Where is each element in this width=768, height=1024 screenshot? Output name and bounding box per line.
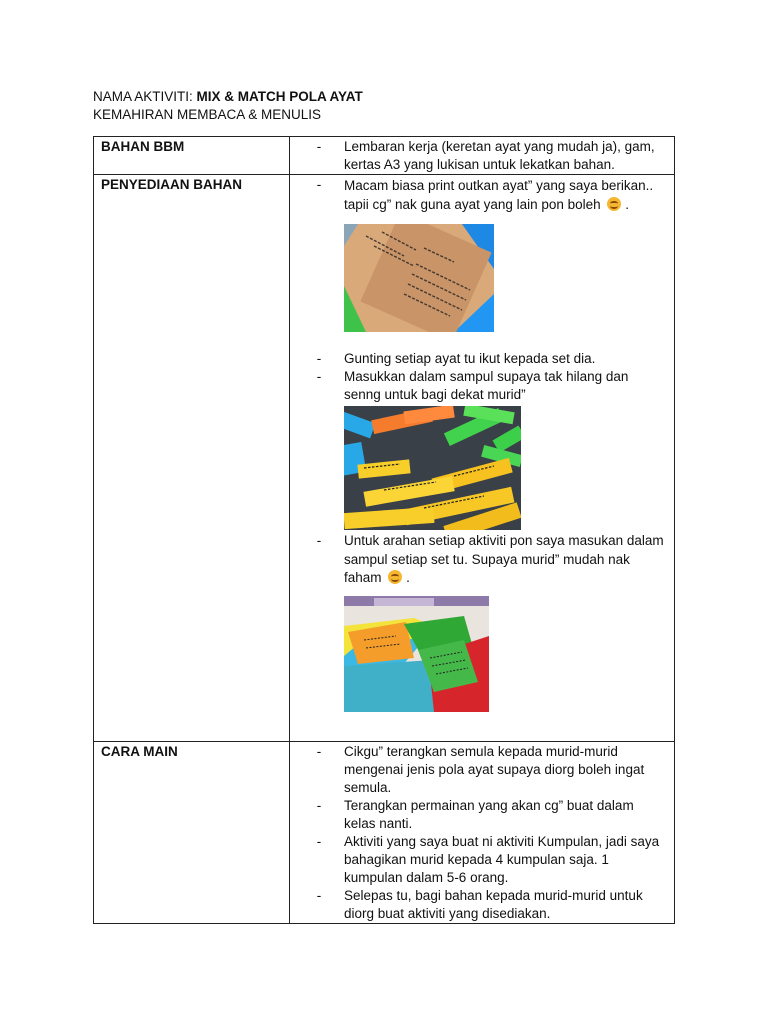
activity-table (93, 136, 675, 924)
photo-envelopes (344, 596, 489, 712)
list-item: - Selepas tu, bagi bahan kepada murid-murid untuk diorg buat aktiviti yang disediakan. (316, 888, 643, 921)
activity-name-prefix: NAMA AKTIVITI: (93, 89, 197, 104)
row-label: CARA MAIN (94, 742, 290, 924)
row-label: PENYEDIAAN BAHAN (94, 175, 290, 742)
smile-icon (388, 570, 402, 584)
row-content (290, 137, 675, 175)
list-item: - Cikgu” terangkan semula kepada murid-murid mengenai jenis pola ayat supaya diorg boleh ingat semula. (316, 744, 645, 795)
activity-name-line (93, 88, 363, 106)
photo-printed-sentences-image (344, 224, 494, 332)
list-item: - Macam biasa print outkan ayat” yang saya berikan.. tapii cg” nak guna ayat yang lain pon boleh . (316, 177, 654, 212)
row-label: BAHAN BBM (94, 137, 290, 175)
row-content (290, 175, 675, 742)
list-item: - Terangkan permainan yang akan cg” buat dalam kelas nanti. (316, 798, 634, 831)
list-item: - Untuk arahan setiap aktiviti pon saya masukan dalam sampul setiap set tu. Supaya murid” mudah nak faham . (316, 533, 664, 585)
photo-envelopes-image (344, 596, 489, 712)
activity-name: MIX & MATCH POLA AYAT (196, 89, 363, 104)
list-item: - Lembaran kerja (keretan ayat yang mudah ja), gam, kertas A3 yang lukisan untuk lekatkan bahan. (316, 139, 655, 172)
document-header (93, 88, 363, 124)
row-cara-main (94, 742, 675, 924)
photo-cut-strips-image (344, 406, 521, 530)
smile-icon (607, 197, 621, 211)
photo-printed-sentences (344, 224, 494, 332)
list-item: - Masukkan dalam sampul supaya tak hilang dan senng untuk bagi dekat murid” (316, 369, 629, 402)
photo-cut-strips (344, 406, 521, 530)
skill-line: KEMAHIRAN MEMBACA & MENULIS (93, 107, 322, 122)
row-bahan-bbm (94, 137, 675, 175)
row-penyediaan-bahan (94, 175, 675, 742)
list-item: - Gunting setiap ayat tu ikut kepada set dia. (316, 351, 596, 366)
row-content (290, 742, 675, 924)
list-item: - Aktiviti yang saya buat ni aktiviti Kumpulan, jadi saya bahagikan murid kepada 4 kumpulan saja. 1 kumpulan dalam 5-6 orang. (316, 834, 660, 885)
